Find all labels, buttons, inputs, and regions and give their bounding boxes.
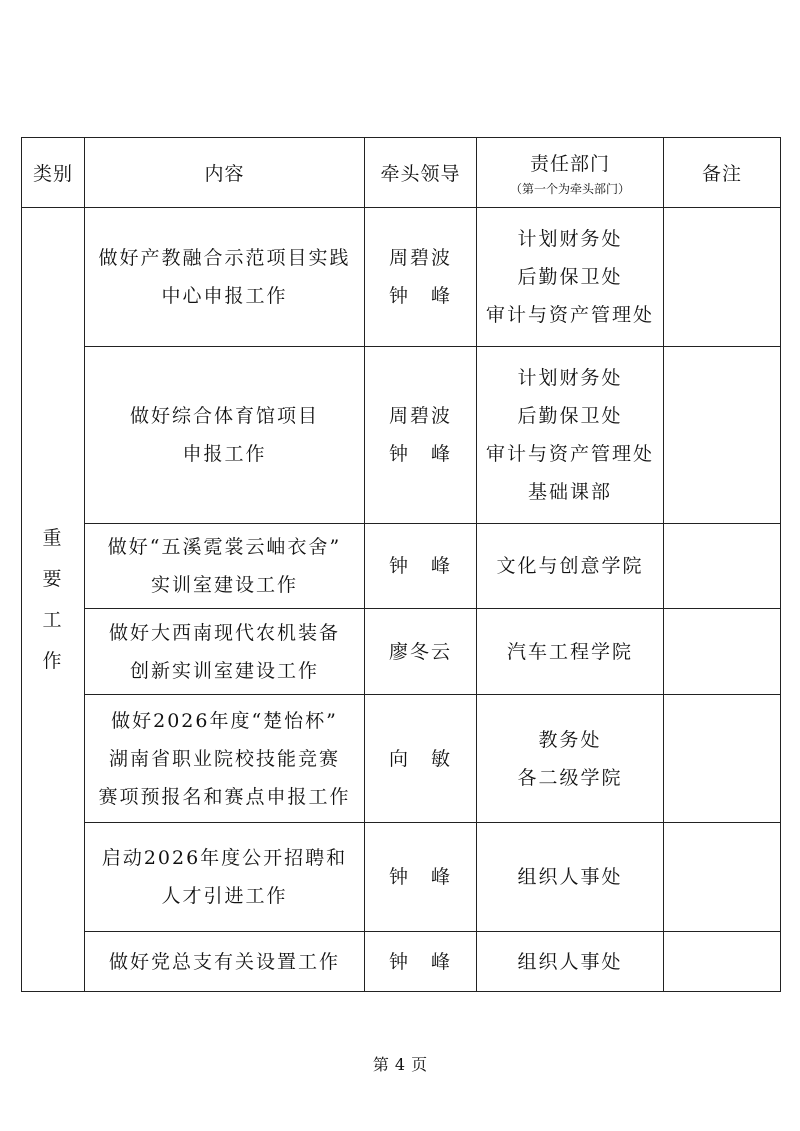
leader-cell [365,208,477,347]
content-line: 实训室建设工作 [150,574,298,596]
leader-cell [365,695,477,823]
department-name: 组织人事处 [517,950,623,973]
table-row [22,524,781,609]
content-cell [85,932,365,992]
leader-name: 周碧波 [388,247,452,269]
remark-cell [664,932,781,992]
department-name: 计划财务处 [517,228,623,250]
department-cell [477,695,664,823]
header-content: 内容 [85,138,365,208]
department-name: 文化与创意学院 [496,555,644,577]
header-department-label: 责任部门 [529,152,610,175]
category-cell [22,208,85,992]
table-row [22,208,781,347]
content-line: 做好大西南现代农机装备 [108,621,340,644]
leader-cell [365,932,477,992]
department-name: 后勤保卫处 [517,405,623,427]
table-row [22,932,781,992]
leader-name: 钟 峰 [388,443,452,465]
page-suffix: 页 [411,1055,428,1074]
content-line: 湖南省职业院校技能竞赛 [108,747,340,770]
header-leader: 牵头领导 [365,138,477,208]
content-cell [85,347,365,524]
leader-name: 向 敏 [388,747,452,770]
category-char: 重 [42,526,64,549]
category-char: 要 [42,567,64,590]
content-cell [85,524,365,609]
page-value: 4 [394,1055,406,1074]
remark-cell [664,823,781,932]
leader-cell [365,347,477,524]
page-prefix: 第 [372,1055,389,1074]
content-line: 做好党总支有关设置工作 [108,950,340,973]
content-line: 申报工作 [182,443,267,465]
department-name: 审计与资产管理处 [485,304,654,326]
leader-cell [365,823,477,932]
remark-cell [664,208,781,347]
category-char: 工 [42,608,64,631]
content-cell [85,823,365,932]
header-department [477,138,664,208]
work-plan-table [21,137,781,992]
remark-cell [664,695,781,823]
remark-cell [664,524,781,609]
table-row [22,347,781,524]
leader-name: 钟 峰 [388,866,452,888]
content-line: 赛项预报名和赛点申报工作 [98,785,351,808]
department-name: 教务处 [538,728,602,751]
department-cell [477,524,664,609]
department-name: 审计与资产管理处 [485,443,654,465]
leader-cell [365,524,477,609]
content-line: 做好“五溪霓裳云岫衣舍” [107,536,342,558]
department-cell [477,208,664,347]
header-department-note: （第一个为牵头部门） [509,181,630,196]
leader-name: 廖冬云 [388,640,452,663]
content-cell [85,695,365,823]
content-line: 创新实训室建设工作 [129,659,319,682]
content-line: 做好产教融合示范项目实践 [98,247,351,269]
department-name: 基础课部 [527,481,612,503]
leader-name: 钟 峰 [388,285,452,307]
content-line: 做好2026年度“楚怡杯” [111,709,338,732]
header-row [22,138,781,208]
department-cell [477,347,664,524]
department-name: 计划财务处 [517,367,623,389]
department-name: 汽车工程学院 [506,640,633,663]
leader-cell [365,609,477,695]
department-cell [477,823,664,932]
table-row [22,823,781,932]
table-row [22,695,781,823]
content-cell [85,208,365,347]
department-name: 组织人事处 [517,866,623,888]
remark-cell [664,609,781,695]
header-category: 类别 [22,138,85,208]
content-line: 做好综合体育馆项目 [129,405,319,427]
leader-name: 钟 峰 [388,950,452,973]
page-number [0,1052,800,1075]
department-name: 后勤保卫处 [517,266,623,288]
content-cell [85,609,365,695]
category-char: 作 [42,649,64,672]
department-name: 各二级学院 [517,766,623,789]
leader-name: 周碧波 [388,405,452,427]
header-remark: 备注 [664,138,781,208]
content-line: 中心申报工作 [161,285,288,307]
department-cell [477,609,664,695]
remark-cell [664,347,781,524]
table-row [22,609,781,695]
content-line: 启动2026年度公开招聘和 [101,847,348,869]
content-line: 人才引进工作 [161,885,288,907]
department-cell [477,932,664,992]
leader-name: 钟 峰 [388,555,452,577]
